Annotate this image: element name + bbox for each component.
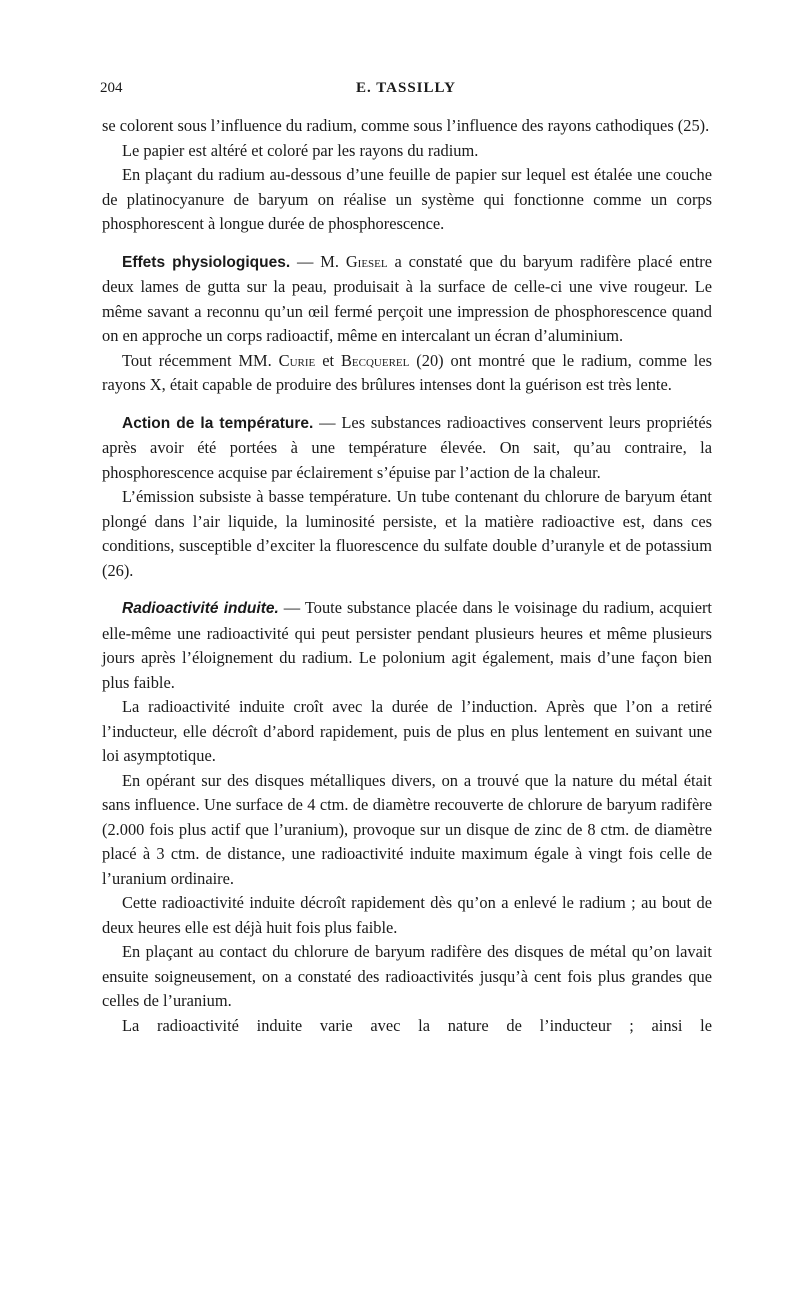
paragraph-1: se colorent sous l’influence du radium, comme sous l’influence des rayons cathodiques (25). xyxy=(102,116,710,135)
paragraph-7: L’émission subsiste à basse température. Un tube contenant du chlorure de baryum étant plongé dans l’air liquide, la luminosité persiste, et la matière radioactive est, dans ces conditions, susceptible d’exciter la fluorescence du sulfate double d’uranyle et de potassium (26). xyxy=(102,487,712,580)
running-title: E. TASSILLY xyxy=(356,80,456,96)
page-number: 204 xyxy=(100,80,123,96)
author-name: Curie xyxy=(278,350,316,370)
section-heading: Action de la température. xyxy=(122,414,314,432)
paragraph-13: La radioactivité induite varie avec la nature de l’inducteur ; ainsi le xyxy=(122,1015,712,1035)
section-radioactivite-induite: Radioactivité induite. — Toute substance placée dans le voisinage du radium, acquiert elle-même une radioactivité qui peut persister pendant plusieurs heures et même plusieurs jours après l’éloignement du radium. Le polonium agit également, mais d’une façon bien plus faible. xyxy=(102,598,712,692)
author-name: Becquerel xyxy=(340,350,410,370)
paragraph-12: En plaçant au contact du chlorure de baryum radifère des disques de métal qu’on lavait ensuite soigneusement, on a constaté des radioactivités jusqu’à cent fois plus grandes que celles de l’uranium. xyxy=(102,942,712,1010)
body-text xyxy=(102,114,712,1038)
section-heading: Radioactivité induite. xyxy=(122,600,279,617)
paragraph-5: Tout récemment MM. Curie et Becquerel (20) ont montré que le radium, comme les rayons X, était capable de produire des brûlures intenses dont la guérison est très lente. xyxy=(102,350,712,394)
paragraph-11: Cette radioactivité induite décroît rapidement dès qu’on a enlevé le radium ; au bout de deux heures elle est déjà huit fois plus faible. xyxy=(102,893,712,937)
section-effets-physiologiques: Effets physiologiques. — M. Giesel a constaté que du baryum radifère placé entre deux lames de gutta sur la peau, produisait à la surface de celle-ci une vive rougeur. Le même savant a reconnu qu’un œil fermé perçoit une impression de phosphorescence quand on en approche un corps radioactif, même en intercalant un écran d’aluminium. xyxy=(102,251,712,345)
section-action-temperature: Action de la température. — Les substances radioactives conservent leurs propriétés après avoir été portées à une température élevée. On sait, qu’au contraire, la phosphorescence acquise par éclairement s’épuise par l’action de la chaleur. xyxy=(102,412,713,482)
author-name: Giesel xyxy=(345,251,388,271)
paragraph-10: En opérant sur des disques métalliques divers, on a trouvé que la nature du métal était sans influence. Une surface de 4 ctm. de diamètre recouverte de chlorure de baryum radifère (2.000 fois plus actif que l’uranium), provoque sur un disque de zinc de 8 ctm. de diamètre placé à 3 ctm. de distance, une radioactivité induite maximum égale à vingt fois celle de l’uranium ordinaire. xyxy=(102,770,712,888)
running-header xyxy=(100,80,712,104)
paragraph-3: En plaçant du radium au-dessous d’une feuille de papier sur lequel est étalée une couche de platinocyanure de baryum on réalise un système qui fonctionne comme un corps phosphorescent à longue durée de phosphorescence. xyxy=(102,165,712,233)
paragraph-9: La radioactivité induite croît avec la durée de l’induction. Après que l’on a retiré l’inducteur, elle décroît d’abord rapidement, puis de plus en plus lentement en suivant une loi asymptotique. xyxy=(102,697,712,765)
section-heading: Effets physiologiques. xyxy=(122,253,291,271)
paragraph-2: Le papier est altéré et coloré par les rayons du radium. xyxy=(122,140,479,160)
